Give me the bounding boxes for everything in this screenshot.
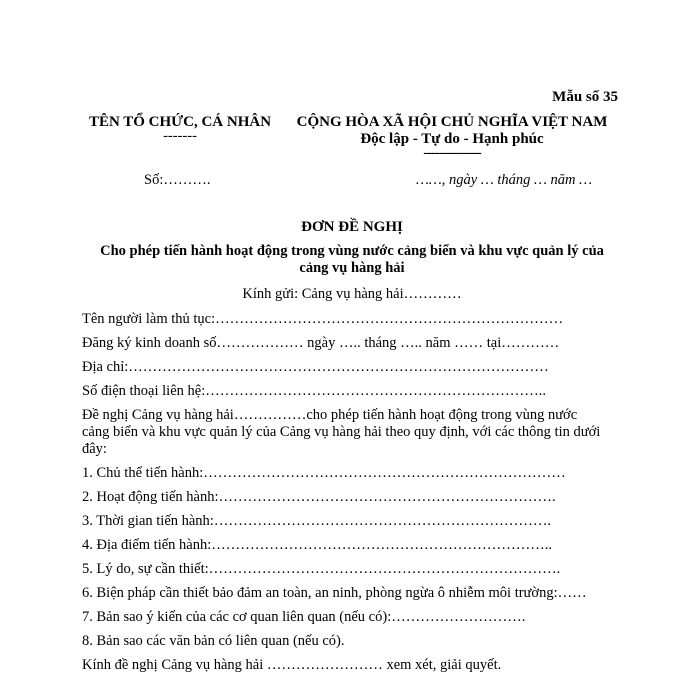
business-registration-field: Đăng ký kinh doanh số……………… ngày ….. tháng ….. năm …… tại…………	[82, 335, 560, 351]
request-line-3: đây:	[82, 441, 107, 457]
document-number: Số:……….	[144, 172, 211, 188]
national-motto: Độc lập - Tự do - Hạnh phúc	[360, 131, 544, 147]
item-3: 3. Thời gian tiến hành:…………………………………………………………….	[82, 513, 551, 529]
org-underline: -------	[163, 128, 197, 144]
phone-field: Số điện thoại liên hệ:……………………………………………………………..	[82, 383, 546, 399]
document-title: ĐƠN ĐỀ NGHỊ	[301, 219, 403, 235]
item-1: 1. Chủ thể tiến hành:…………………………………………………………………	[82, 465, 566, 481]
item-4: 4. Địa điểm tiến hành:……………………………………………………………..	[82, 537, 553, 553]
closing-line: Kính đề nghị Cảng vụ hàng hải …………………… xem xét, giải quyết.	[82, 657, 502, 673]
recipient-line: Kính gửi: Cảng vụ hàng hải…………	[242, 286, 462, 302]
applicant-name-field: Tên người làm thủ tục:………………………………………………………………	[82, 311, 564, 327]
item-5: 5. Lý do, sự cần thiết:……………………………………………………………….	[82, 561, 561, 577]
org-name: TÊN TỔ CHỨC, CÁ NHÂN	[88, 114, 272, 130]
country-name: CỘNG HÒA XÃ HỘI CHỦ NGHĨA VIỆT NAM	[296, 114, 608, 130]
request-line-2: cảng biển và khu vực quản lý của Cảng vụ hàng hải theo quy định, với các thông tin dưới	[82, 424, 601, 440]
place-and-date: ……, ngày … tháng … năm …	[416, 172, 593, 188]
request-line-1: Đề nghị Cảng vụ hàng hải……………cho phép tiến hành hoạt động trong vùng nước	[82, 407, 578, 423]
item-6: 6. Biện pháp cần thiết bảo đảm an toàn, an ninh, phòng ngừa ô nhiễm môi trường:……	[82, 585, 587, 601]
document-subtitle-line2: cảng vụ hàng hải	[299, 260, 405, 276]
motto-underline: ---------------	[423, 145, 481, 161]
item-7: 7. Bản sao ý kiến của các cơ quan liên quan (nếu có):……………………….	[82, 609, 526, 625]
item-2: 2. Hoạt động tiến hành:…………………………………………………………….	[82, 489, 556, 505]
item-8: 8. Bản sao các văn bản có liên quan (nếu có).	[82, 633, 345, 649]
address-field: Địa chỉ:……………………………………………………………………………	[82, 359, 549, 375]
document-subtitle-line1: Cho phép tiến hành hoạt động trong vùng nước cảng biển và khu vực quản lý của	[100, 243, 604, 259]
form-number: Mẫu số 35	[552, 89, 618, 105]
